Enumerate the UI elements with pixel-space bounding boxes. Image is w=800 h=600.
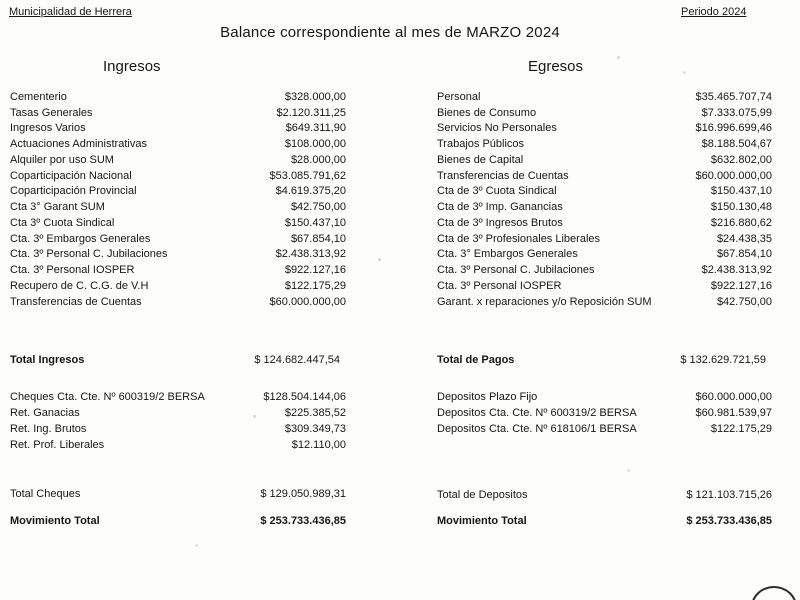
ledger-row	[10, 136, 346, 152]
ledger-row-value: $2.120.311,25	[276, 106, 346, 119]
ledger-row-label: Ingresos Varios	[10, 122, 86, 135]
ledger-row-label: Recupero de C. C.G. de V.H	[10, 279, 149, 292]
ledger-row-label: Cta. 3º Personal IOSPER	[437, 279, 562, 292]
ledger-row-label: Cementerio	[10, 90, 67, 103]
ledger-row	[437, 199, 772, 215]
ledger-row-value: $122.175,29	[710, 423, 772, 435]
ledger-row-value: $150.130,48	[710, 201, 772, 214]
ledger-row-value: $35.465.707,74	[695, 90, 772, 103]
total-pagos-row	[437, 352, 772, 368]
ledger-row-value: $24.438,35	[716, 232, 772, 245]
ledger-row-value: $2.438.313,92	[701, 264, 772, 277]
ledger-row	[437, 278, 772, 294]
ledger-row-label: Coparticipación Provincial	[10, 185, 137, 198]
ledger-row	[10, 89, 346, 105]
ledger-row-label: Cta 3º Cuota Sindical	[10, 216, 115, 229]
ledger-row-label: Actuaciones Administrativas	[10, 138, 147, 151]
ledger-row	[437, 405, 772, 421]
total-ingresos-label: Total Ingresos	[10, 354, 85, 366]
ledger-row	[10, 215, 346, 231]
ledger-row-label: Transferencias de Cuentas	[437, 169, 569, 182]
movimiento-total-right-label: Movimiento Total	[437, 515, 527, 527]
egresos-item-list	[437, 89, 772, 310]
ledger-row-label: Cta. 3º Embargos Generales	[10, 232, 151, 245]
ledger-row-label: Cta de 3º Cuota Sindical	[437, 185, 557, 198]
ledger-row	[437, 215, 772, 231]
ledger-row-label: Trabajos Públicos	[437, 138, 525, 151]
ledger-row	[10, 184, 346, 200]
ledger-row-label: Cta. 3º Personal C. Jubilaciones	[10, 248, 168, 261]
ledger-row-label: Cta. 3º Personal C. Jubilaciones	[437, 264, 595, 277]
ledger-row-label: Cta 3° Garant SUM	[10, 201, 105, 214]
ledger-row-value: $649.311,90	[285, 122, 346, 135]
movimiento-total-left-label: Movimiento Total	[10, 515, 100, 527]
ledger-row-value: $12.110,00	[291, 439, 346, 451]
movimiento-total-right-value: $ 253.733.436,85	[686, 515, 772, 527]
period-label: Periodo 2024	[681, 6, 747, 18]
ledger-row-label: Depositos Cta. Cte. Nº 618106/1 BERSA	[437, 423, 637, 435]
ledger-row-value: $60.000.000,00	[269, 295, 346, 308]
ledger-row	[10, 168, 346, 184]
ledger-row-label: Ret. Prof. Liberales	[10, 439, 105, 451]
ledger-row	[10, 199, 346, 215]
ledger-row-value: $67.854,10	[290, 232, 346, 245]
ledger-row-value: $4.619.375,20	[275, 185, 346, 198]
stamp-arc	[751, 586, 797, 600]
ledger-row-value: $150.437,10	[284, 216, 346, 229]
total-cheques-label: Total Cheques	[10, 488, 81, 500]
ledger-row-label: Ret. Ganacias	[10, 407, 80, 419]
total-pagos-value: $ 132.629.721,59	[680, 354, 766, 366]
depositos-item-list	[437, 389, 772, 437]
ledger-row	[437, 389, 772, 405]
ledger-row	[10, 231, 346, 247]
ledger-row	[437, 262, 772, 278]
ledger-row	[437, 168, 772, 184]
ledger-row-label: Tasas Generales	[10, 106, 93, 119]
ledger-row-label: Servicios No Personales	[437, 122, 557, 135]
ledger-row-value: $8.188.504,67	[701, 138, 772, 151]
ledger-row-value: $309.349,73	[284, 423, 346, 435]
ledger-row-label: Cta de 3º Profesionales Liberales	[437, 232, 601, 245]
ledger-row-value: $16.996.699,46	[695, 122, 772, 135]
ledger-row	[437, 294, 772, 310]
total-depositos-value: $ 121.103.715,26	[686, 489, 772, 501]
total-ingresos-row	[10, 352, 346, 368]
ledger-row	[437, 121, 772, 137]
ledger-row	[437, 231, 772, 247]
ledger-row-value: $60.981.539,97	[695, 407, 772, 419]
ingresos-header: Ingresos	[103, 58, 161, 75]
total-cheques-row	[10, 486, 346, 502]
ledger-row-value: $632.802,00	[710, 153, 772, 166]
ledger-row-label: Bienes de Capital	[437, 153, 524, 166]
ledger-row	[437, 136, 772, 152]
ledger-row-label: Cheques Cta. Cte. Nº 600319/2 BERSA	[10, 391, 205, 403]
ledger-row-label: Personal	[437, 90, 481, 103]
ledger-row	[10, 262, 346, 278]
ledger-row-label: Depositos Cta. Cte. Nº 600319/2 BERSA	[437, 407, 637, 419]
cheques-item-list	[10, 389, 346, 453]
movimiento-total-left-row	[10, 513, 346, 529]
ledger-row	[10, 247, 346, 263]
ledger-row-label: Depositos Plazo Fijo	[437, 391, 538, 403]
ledger-row	[437, 89, 772, 105]
ledger-row	[10, 152, 346, 168]
ledger-row-label: Garant. x reparaciones y/o Reposición SUM	[437, 295, 652, 308]
ledger-row-value: $28.000,00	[290, 153, 346, 166]
ledger-row	[10, 294, 346, 310]
total-depositos-label: Total de Depositos	[437, 489, 528, 501]
ledger-row	[437, 184, 772, 200]
egresos-header: Egresos	[528, 58, 584, 75]
ledger-row	[10, 437, 346, 453]
movimiento-total-right-row	[437, 513, 772, 529]
ledger-row-value: $60.000.000,00	[695, 169, 772, 182]
document-title: Balance correspondiente al mes de MARZO 2024	[220, 24, 560, 41]
total-ingresos-value: $ 124.682.447,54	[254, 354, 340, 366]
ledger-row-value: $225.385,52	[284, 407, 346, 419]
ledger-row	[437, 152, 772, 168]
ledger-row	[10, 278, 346, 294]
scan-speckles	[0, 0, 1, 1]
ledger-row	[10, 389, 346, 405]
ledger-row-label: Ret. Ing. Brutos	[10, 423, 87, 435]
total-pagos-label: Total de Pagos	[437, 354, 515, 366]
ingresos-item-list	[10, 89, 346, 310]
ledger-row-value: $128.504.144,06	[263, 391, 346, 403]
ledger-row	[10, 421, 346, 437]
ledger-row-label: Coparticipación Nacional	[10, 169, 132, 182]
ledger-row-value: $60.000.000,00	[695, 391, 772, 403]
ledger-row	[437, 247, 772, 263]
ledger-row	[10, 121, 346, 137]
ledger-row	[437, 421, 772, 437]
ledger-row-label: Cta. 3º Personal IOSPER	[10, 264, 135, 277]
ledger-row-value: $42.750,00	[716, 295, 772, 308]
ledger-row-value: $2.438.313,92	[275, 248, 346, 261]
ledger-row-value: $922.127,16	[284, 264, 346, 277]
ledger-row	[10, 105, 346, 121]
ledger-row-label: Cta de 3º Ingresos Brutos	[437, 216, 563, 229]
ledger-row-value: $216.880,62	[710, 216, 772, 229]
ledger-row-value: $122.175,29	[284, 279, 346, 292]
ledger-row-label: Cta. 3° Embargos Generales	[437, 248, 578, 261]
ledger-row-value: $922.127,16	[710, 279, 772, 292]
ledger-row	[437, 105, 772, 121]
total-depositos-row	[437, 487, 772, 503]
ledger-row-label: Cta de 3º Imp. Ganancias	[437, 201, 563, 214]
ledger-row	[10, 405, 346, 421]
ledger-row-label: Bienes de Consumo	[437, 106, 537, 119]
ledger-row-value: $67.854,10	[716, 248, 772, 261]
ledger-row-label: Alquiler por uso SUM	[10, 153, 114, 166]
movimiento-total-left-value: $ 253.733.436,85	[260, 515, 346, 527]
ledger-row-value: $42.750,00	[290, 201, 346, 214]
ledger-row-value: $108.000,00	[284, 138, 346, 151]
ledger-row-value: $53.085.791,62	[269, 169, 346, 182]
ledger-row-value: $150.437,10	[710, 185, 772, 198]
ledger-row-value: $7.333.075,99	[701, 106, 772, 119]
ledger-row-value: $328.000,00	[284, 90, 346, 103]
ledger-row-label: Transferencias de Cuentas	[10, 295, 142, 308]
total-cheques-value: $ 129.050.989,31	[260, 488, 346, 500]
org-name: Municipalidad de Herrera	[9, 6, 132, 18]
